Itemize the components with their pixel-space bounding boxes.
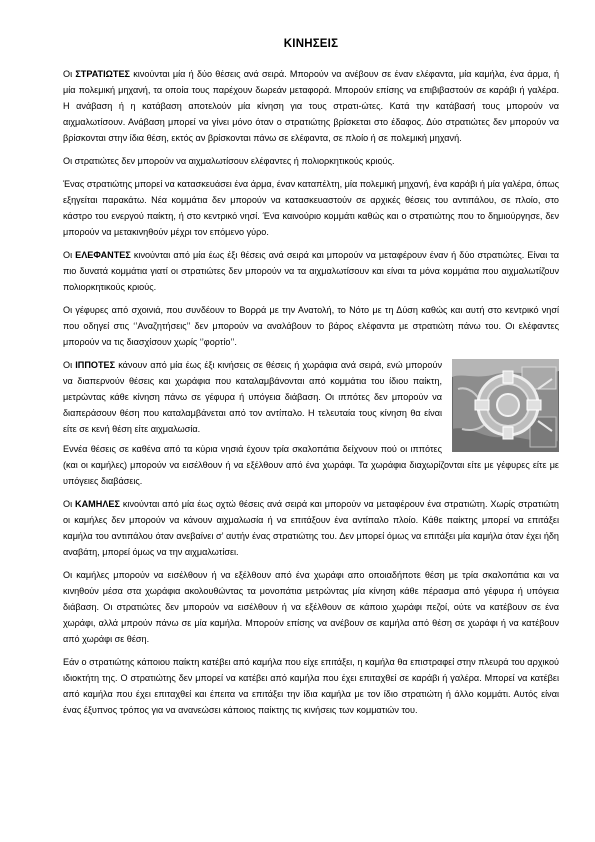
document-page	[63, 38, 559, 725]
paragraph-knights: Οι ΙΠΠΟΤΕΣ κάνουν από μία έως έξι κινήσεις σε θέσεις ή χωράφια ανά σειρά, ενώ μπορούν να διαπερνούν θέσεις και χωράφια που καταλαμβάνονται από κομμάτια του ίδιου παίκτη, μετρώντας κάθε κίνηση πάνω σε γέφυρα ή υπόγεια διάβαση. Οι ιππότες δεν μπορούν να διαπεράσουν θέση που καταλαμβάνεται από τον αντίπαλο. Η τελευταία τους κίνηση θα είναι είτε σε κενή θέση είτε αιχμαλωσία.	[63, 357, 559, 437]
paragraph-elephants: Οι ΕΛΕΦΑΝΤΕΣ κινούνται από μία έως έξι θέσεις ανά σειρά και μπορούν να μεταφέρουν έναν ή δύο στρατιώτες. Είναι τα πιο δυνατά κομμάτια γιατί οι στρατιώτες δεν μπορούν να τα αιχμαλωτίσουν και είναι τα μόνα κομμάτια που αιχμαλωτίζουν πολιορκητικούς κριούς.	[63, 250, 559, 292]
term-knights: ΙΠΠΟΤΕΣ	[75, 360, 116, 370]
term-camels: ΚΑΜΗΛΕΣ	[75, 499, 120, 509]
paragraph-soldiers-capture: Οι στρατιώτες δεν μπορούν να αιχμαλωτίσουν ελέφαντες ή πολιορκητικούς κριούς.	[63, 156, 395, 166]
page-title: ΚΙΝΗΣΕΙΣ	[283, 38, 339, 50]
paragraph-camels-fields: Οι καμήλες μπορούν να εισέλθουν ή να εξέλθουν από ένα χωράφι απο οποιαδήποτε θέση με τρία σκαλοπάτια και να κινηθούν μέσα στα χωράφια ακολουθώντας τα μονοπάτια μετρώντας μία κίνηση κάθε πέρασμα από γέφυρα ή υπόγεια διάβαση. Οι στρατιώτες δεν μπορούν να εισέλθουν ή να εξέλθουν σε κάποιο χωράφι πεζοί, ούτε να κατέβουν σε ένα χωράφι, αλλά μπρούν πάνω σε μία καμήλα. Μπορούν επίσης να ανέβουν σε καμήλα από θέση σε χωράφι ή να κατέβουν από χωράφι σε θέση.	[63, 570, 559, 644]
paragraph-bridges: Οι γέφυρες από σχοινιά, που συνδέουν το Βορρά με την Ανατολή, το Νότο με τη Δύση καθώς και αυτή στο κεντρικό νησί που οδηγεί στις ‘’Αναζητήσεις’’ δεν μπορούν να αναλάβουν το βάρος ελέφαντα με στρατιώτη πάνω του. Οι ελέφαντες μπορούν να τις διασχίσουν χωρίς ‘’φορτίο’’.	[63, 305, 559, 347]
paragraph-soldiers-build: Ένας στρατιώτης μπορεί να κατασκευάσει ένα άρμα, έναν καταπέλτη, μία πολεμική μηχανή, ένα καράβι ή μία γαλέρα, όπως εξηγείται παρακάτω. Νέα κομμάτια δεν μπορούν να κατασκευαστούν σε αρχικές θέσεις του αντιπάλου, σε πλοίο, στο κάστρο του ενεργού παίκτη, ή στο κεντρικό νησί. Ένα καινούριο κομμάτι καθώς και ο στρατιώτης που το δημιούργησε, δεν μπορούν να μετακινηθούν μέχρι τον επόμενο γύρο.	[63, 179, 559, 237]
term-soldiers: ΣΤΡΑΤΙΩΤΕΣ	[75, 69, 131, 79]
board-detail-image	[452, 359, 559, 452]
paragraph-camels-commandeer: Εάν ο στρατιώτης κάποιου παίκτη κατέβει από καμήλα που είχε επιτάξει, η καμήλα θα επιστραφεί στην πλευρά του αρχικού ιδιοκτήτη της. Ο στρατιώτης δεν μπορεί να κατέβει από καμήλα που έχει επιταχθεί σε καράβι ή γαλέρα. Μπορεί να κατέβει από καμήλα που έχει επιταχθεί και έπειτα να επιτάξει την ίδια καμήλα με τον ίδιο στρατιώτη ή άλλο κομμάτι. Αυτός είναι ένας έξυπνος τρόπος για να ανανεώσει κάποιος παίκτης τις κινήσεις των κομματιών του.	[63, 657, 559, 715]
paragraph-soldiers: Οι ΣΤΡΑΤΙΩΤΕΣ κινούνται μία ή δύο θέσεις ανά σειρά. Μπορούν να ανέβουν σε έναν ελέφαντα, μία καμήλα, ένα άρμα, ή μία πολεμική μηχανή, τα οποία τους παρέχουν δωρεάν μεταφορά. Μπορούν επίσης να επιβιβαστούν σε καράβι ή γαλέρα. Η ανάβαση ή η κατάβαση αποτελούν μία κίνηση για τους στρατι-ώτες. Κατά την κατάβασή τους μπορούν να αιχμαλωτίσουν. Ανάβαση μπορεί να γίνει μόνο όταν ο στρατιώτης βρίσκεται στο έδαφος. Δύο στρατιώτες δεν μπορούν να βρίσκονται στην ίδια θέση, εκτός αν βρίσκονται πάνω σε ελέφαντα, σε πλοίο ή σε πολεμική μηχανή.	[63, 69, 559, 143]
term-elephants: ΕΛΕΦΑΝΤΕΣ	[75, 250, 131, 260]
paragraph-steps: Εννέα θέσεις σε καθένα από τα κύρια νησιά έχουν τρία σκαλοπάτια δείχνουν πού οι ιππότες (και οι καμήλες) μπορούν να εισέλθουν ή να εξέλθουν από ένα χωράφι. Τα χωράφια διαχωρίζονται είτε με γέφυρες είτε με υπόγειες διαβάσεις.	[63, 444, 559, 486]
paragraph-camels: Οι ΚΑΜΗΛΕΣ κινούνται από μία έως οχτώ θέσεις ανά σειρά και μπορούν να μεταφέρουν ένα στρατιώτη. Χωρίς στρατιώτη οι καμήλες δεν μπορούν να κάνουν αιχμαλωσία ή να επιτάξουν ένα αντίπαλο πλοίο. Κάθε παίκτης μπορεί να επιτάξει καμήλα του αντιπάλου όταν ανεβαίνει σ’ αυτήν ένας στρατιώτης του. Δεν μπορεί όμως να επιτάξει μία καμήλα όταν έχει ήδη αναβάτη, μπορεί όμως να την αιχμαλωτίσει.	[63, 499, 559, 557]
